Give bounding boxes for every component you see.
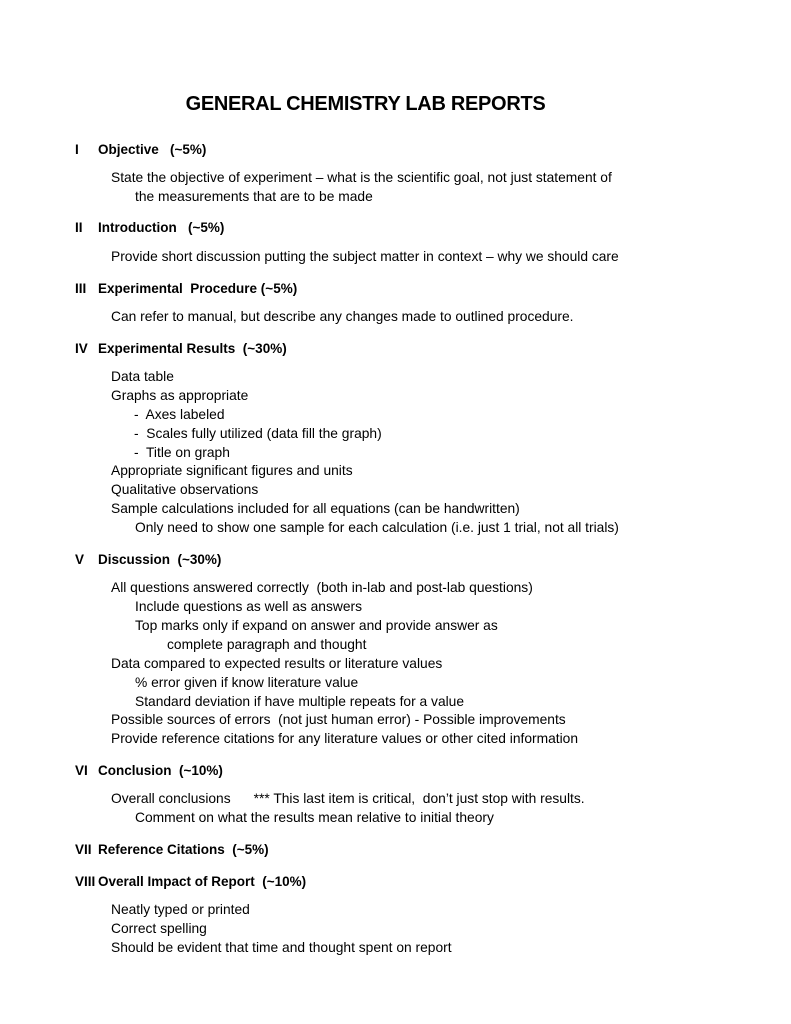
body-line: % error given if know literature value [135, 675, 359, 690]
section-numeral: II [75, 220, 83, 235]
section-title: Reference Citations (~5%) [98, 842, 269, 857]
section-numeral: VIII [75, 874, 96, 889]
section-heading-conclusion [75, 763, 223, 823]
body-line: Data compared to expected results or literature values [111, 656, 443, 671]
body-line: Standard deviation if have multiple repeats for a value [135, 694, 465, 709]
bullet-line: - Scales fully utilized (data fill the graph) [134, 426, 382, 441]
body-line: Data table [111, 369, 174, 384]
body-line: Include questions as well as answers [135, 599, 363, 614]
body-line: Provide short discussion putting the subject matter in context – why we should care [111, 249, 619, 264]
body-line: Graphs as appropriate [111, 388, 249, 403]
section-heading-discussion [75, 552, 222, 612]
page-title: GENERAL CHEMISTRY LAB REPORTS [185, 93, 546, 115]
section-title: Objective (~5%) [98, 142, 207, 157]
body-line: Only need to show one sample for each calculation (i.e. just 1 trial, not all trials) [135, 520, 619, 535]
body-line: Provide reference citations for any literature values or other cited information [111, 731, 579, 746]
section-numeral: I [75, 142, 79, 157]
body-line: Can refer to manual, but describe any changes made to outlined procedure. [111, 309, 574, 324]
body-line: Neatly typed or printed [111, 902, 250, 917]
body-line: Appropriate significant figures and units [111, 463, 353, 478]
body-line: All questions answered correctly (both in-lab and post-lab questions) [111, 580, 533, 595]
section-title: Conclusion (~10%) [98, 763, 223, 778]
body-line: State the objective of experiment – what is the scientific goal, not just statement of [111, 170, 612, 185]
body-line: Sample calculations included for all equations (can be handwritten) [111, 501, 520, 516]
section-heading-introduction [75, 220, 225, 280]
bullet-line: - Title on graph [134, 445, 230, 460]
body-line: Correct spelling [111, 921, 207, 936]
section-numeral: III [75, 281, 87, 296]
section-heading-procedure [75, 281, 298, 341]
body-line: Comment on what the results mean relative to initial theory [135, 810, 494, 825]
section-title: Discussion (~30%) [98, 552, 222, 567]
body-line: Overall conclusions *** This last item is critical, don’t just stop with results. [111, 791, 585, 806]
body-line: Top marks only if expand on answer and provide answer as [135, 618, 498, 633]
section-numeral: VI [75, 763, 88, 778]
section-numeral: VII [75, 842, 92, 857]
section-title: Experimental Results (~30%) [98, 341, 287, 356]
bullet-line: - Axes labeled [134, 407, 225, 422]
section-title: Overall Impact of Report (~10%) [98, 874, 307, 889]
section-title: Experimental Procedure (~5%) [98, 281, 298, 296]
body-line: the measurements that are to be made [135, 189, 373, 204]
section-title: Introduction (~5%) [98, 220, 225, 235]
body-line: Possible sources of errors (not just human error) - Possible improvements [111, 712, 566, 727]
section-numeral: V [75, 552, 85, 567]
body-line: complete paragraph and thought [167, 637, 367, 652]
section-numeral: IV [75, 341, 88, 356]
body-line: Qualitative observations [111, 482, 259, 497]
section-heading-objective [75, 142, 207, 202]
body-line: Should be evident that time and thought spent on report [111, 940, 452, 955]
